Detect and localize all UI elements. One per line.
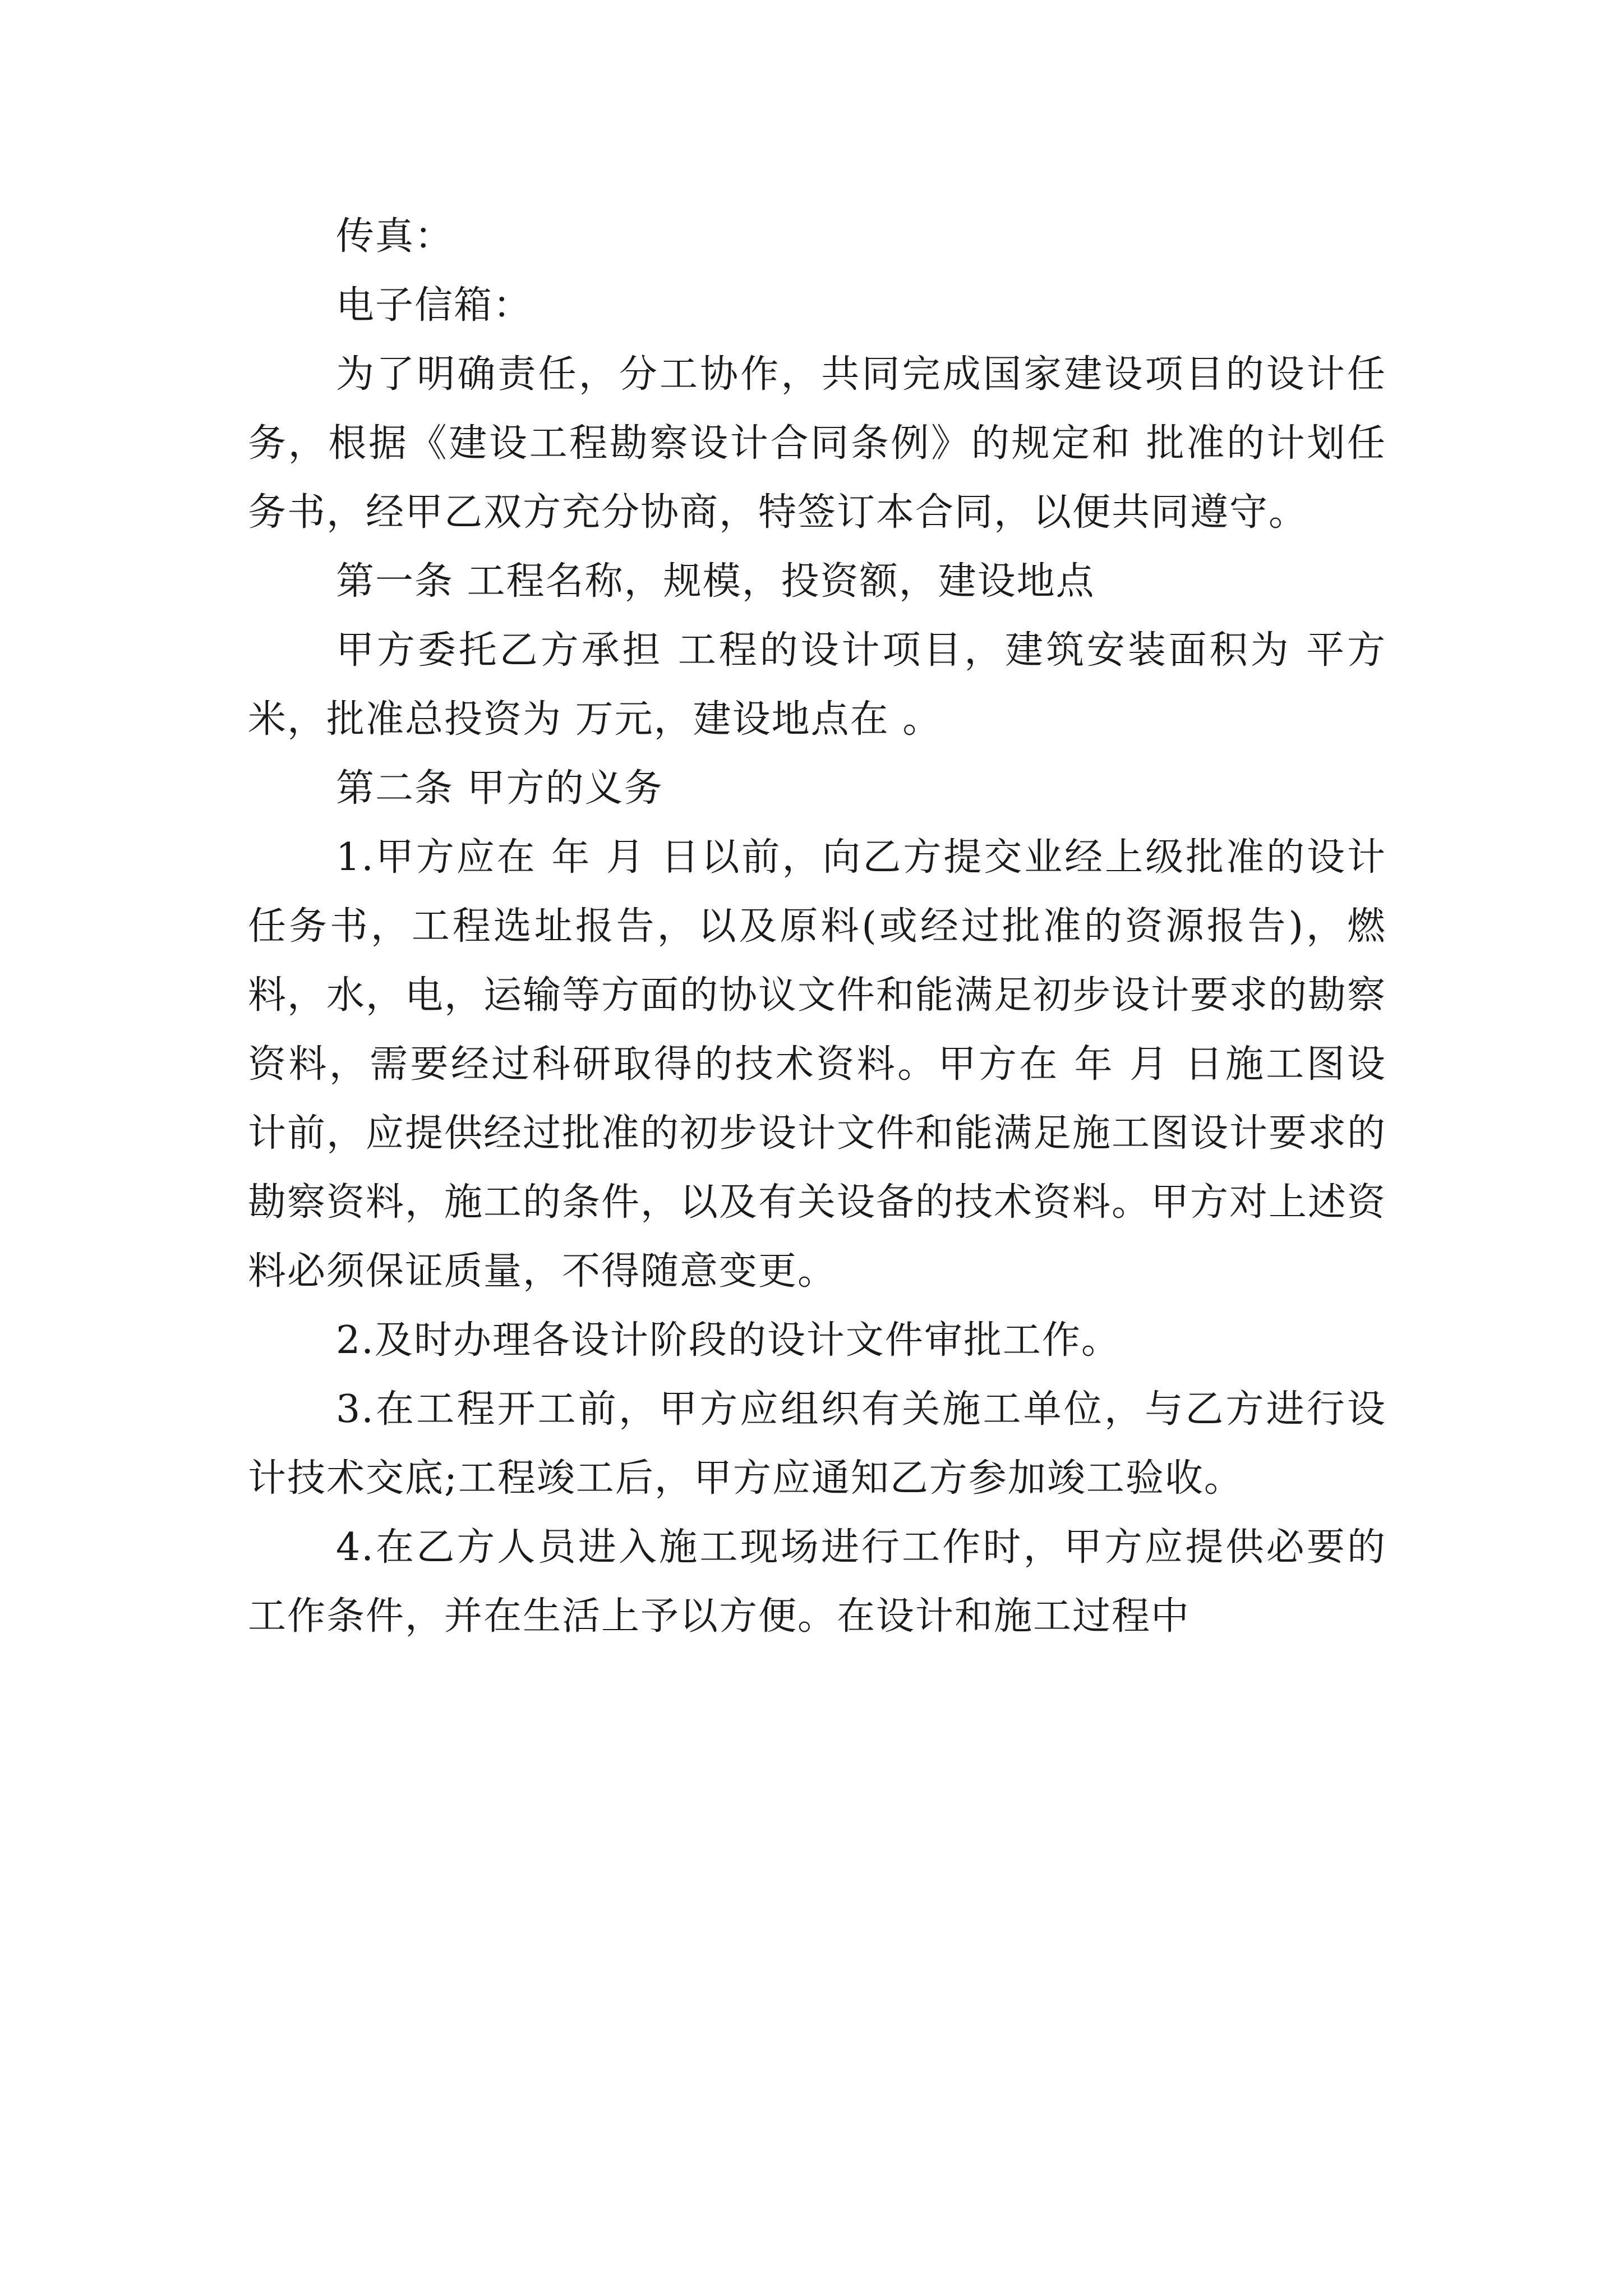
document-body (248, 202, 1386, 1651)
article-1-body: 甲方委托乙方承担 工程的设计项目，建筑安装面积为 平方米，批准总投资为 万元，建设地点在 。 (248, 628, 1386, 742)
article-2-heading: 第二条 甲方的义务 (336, 766, 663, 811)
paragraph-preamble: 为了明确责任，分工协作，共同完成国家建设项目的设计任务，根据《建设工程勘察设计合同条例》的规定和 批准的计划任务书，经甲乙双方充分协商，特签订本合同，以便共同遵守。 (248, 352, 1386, 535)
article-2-item-2: 2.及时办理各设计阶段的设计文件审批工作。 (336, 1318, 1121, 1363)
article-2-item-3: 3.在工程开工前，甲方应组织有关施工单位，与乙方进行设计技术交底;工程竣工后，甲方应通知乙方参加竣工验收。 (248, 1387, 1386, 1501)
paragraph-email: 电子信箱： (336, 283, 533, 328)
article-1-heading: 第一条 工程名称，规模，投资额，建设地点 (336, 559, 1095, 604)
paragraph-fax: 传真： (336, 214, 454, 259)
article-2-item-4: 4.在乙方人员进入施工现场进行工作时，甲方应提供必要的工作条件，并在生活上予以方便。在设计和施工过程中 (248, 1525, 1386, 1639)
article-2-item-1: 1.甲方应在 年 月 日以前，向乙方提交业经上级批准的设计任务书，工程选址报告，以及原料(或经过批准的资源报告)，燃料，水，电，运输等方面的协议文件和能满足初步设计要求的勘察资料，需要经过科研取得的技术资料。甲方在 年 月 日施工图设计前，应提供经过批准的初步设计文件和能满足施工图设计要求的勘察资料，施工的条件，以及有关设备的技术资料。甲方对上述资料必须保证质量，不得随意变更。 (248, 835, 1387, 1294)
